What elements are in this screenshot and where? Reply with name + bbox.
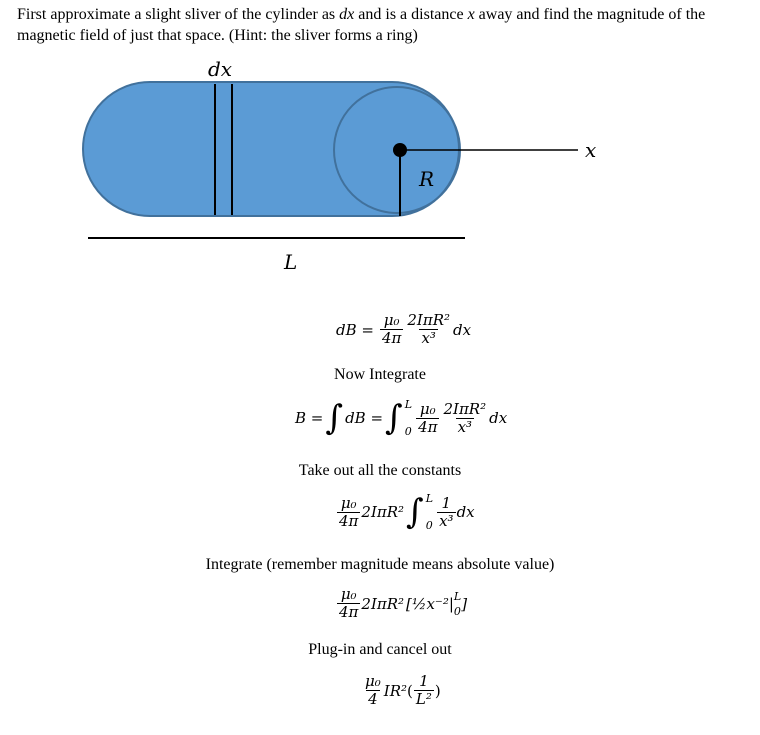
eq5-constant: IR²: [383, 681, 407, 700]
label-L: L: [284, 250, 298, 274]
eq2-main-frac: $\frac{\text{2IπR²}}{\text{x³}}$: [443, 399, 487, 436]
caption-integrate-abs: Integrate (remember magnitude means absolute value): [205, 556, 555, 573]
label-dx: dx: [208, 57, 233, 81]
eq4-mu-frac: $\frac{\text{μ₀}}{4\pi}$: [339, 585, 359, 621]
eq3-integral-sign: ∫: [406, 492, 424, 532]
intro-var-dx: dx: [339, 6, 355, 23]
eq2-lhs: B =: [295, 409, 324, 427]
eq5-close-paren: ): [434, 681, 441, 700]
eq1-lhs: dB =: [336, 320, 374, 339]
eq4-limits: L 0: [453, 589, 462, 618]
equation-final: [362, 673, 441, 708]
intro-var-x: x: [467, 6, 475, 23]
eq2-limits: L 0: [404, 398, 413, 438]
eq5-frac: $\frac{1}{\text{L²}}$: [415, 672, 432, 708]
eq4-constant: 2IπR²: [361, 594, 405, 613]
cylinder-diagram: [0, 0, 760, 300]
eq3-limits: L 0: [425, 492, 434, 532]
eq4-close: ]: [461, 594, 468, 613]
eq4-bracket: [½x⁻²|: [406, 594, 454, 613]
equation-dB: [336, 312, 471, 347]
integral-sign-definite: ∫: [385, 398, 403, 438]
caption-take-out: Take out all the constants: [298, 462, 462, 479]
caption-plug-in: Plug-in and cancel out: [308, 641, 452, 658]
label-R: R: [419, 167, 435, 191]
center-point: [393, 143, 407, 157]
eq1-main-frac: $\frac{\text{2IπR²}}{\text{x³}}$: [407, 311, 451, 347]
eq3-frac: $\frac{1}{\text{x³}}$: [439, 493, 454, 530]
eq3-constant: 2IπR²: [361, 503, 405, 521]
eq3-dx: dx: [456, 503, 475, 521]
eq2-dB: dB =: [345, 409, 384, 427]
eq5-mu-frac: $\frac{\text{μ₀}}{4}$: [365, 672, 381, 708]
label-x: x: [585, 138, 597, 162]
intro-text-1: First approximate a slight sliver of the cylinder as: [17, 6, 340, 23]
eq2-mu-frac: $\frac{\text{μ₀}}{4\pi}$: [418, 399, 438, 436]
eq1-dx: dx: [453, 320, 472, 339]
equation-constants-out: [336, 492, 475, 532]
caption-now-integrate: Now Integrate: [334, 366, 426, 383]
eq1-mu-frac: $\frac{\text{μ₀}}{4\pi}$: [381, 311, 402, 347]
equation-B-integral: [295, 398, 507, 438]
intro-text-2: and is a distance: [354, 6, 468, 23]
eq2-dx: dx: [489, 409, 508, 427]
eq3-mu-frac: $\frac{\text{μ₀}}{4\pi}$: [339, 493, 359, 530]
integral-sign: ∫: [325, 398, 344, 438]
eq5-open-paren: (: [407, 681, 413, 700]
intro-text-3: away and find the magnitude of the magnetic field of just that space. (Hint: the sliver forms a ring): [17, 6, 706, 44]
equation-integrated: [336, 586, 467, 621]
